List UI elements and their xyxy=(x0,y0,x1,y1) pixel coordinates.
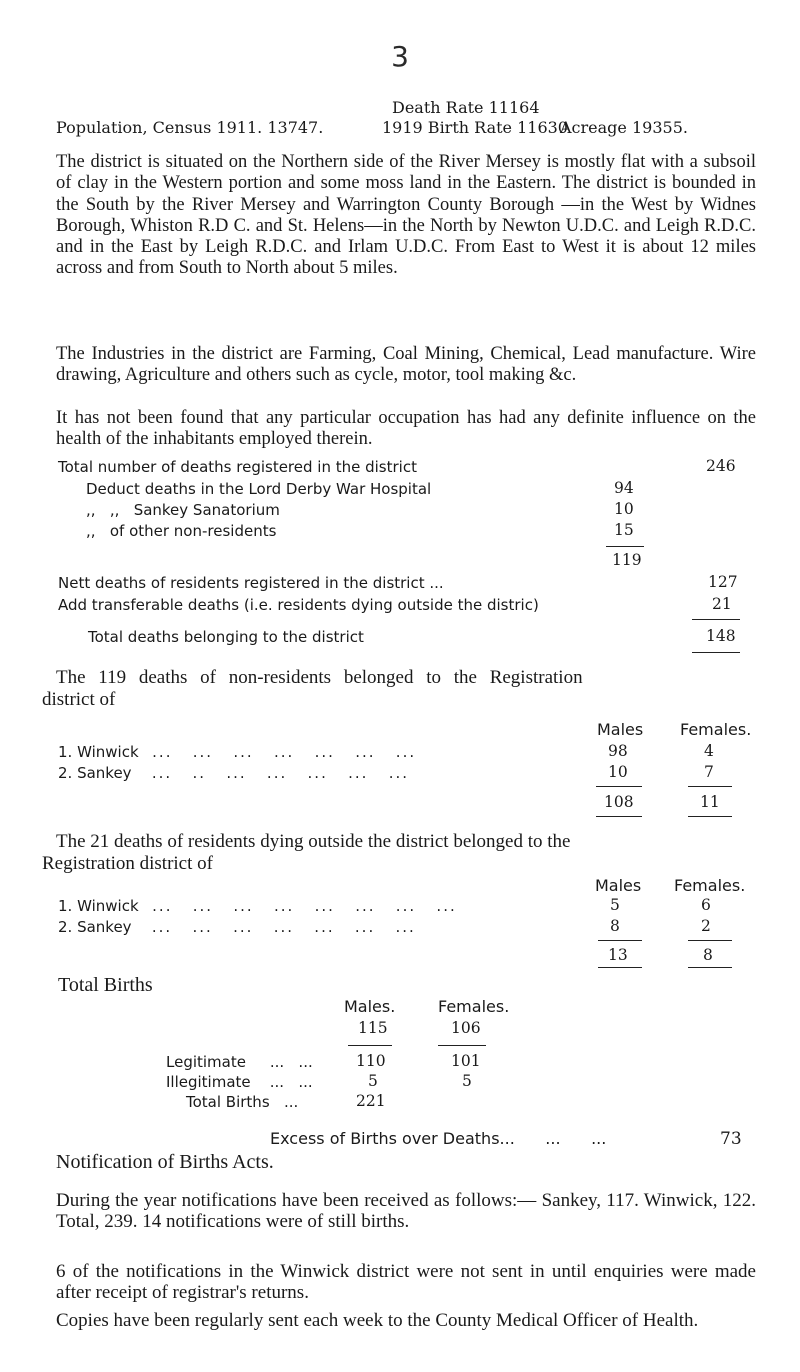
residents-outside-sankey-males: 8 xyxy=(610,917,620,935)
residents-outside-females-rule-2 xyxy=(688,967,732,968)
subtotal-value: 119 xyxy=(612,551,642,569)
non-residents-total-males: 108 xyxy=(604,793,634,811)
non-residents-total-females: 11 xyxy=(700,793,720,811)
non-residents-col-males: Males xyxy=(597,720,644,739)
illegitimate-males: 5 xyxy=(368,1072,378,1090)
page-number: 3 xyxy=(391,40,409,73)
residents-outside-total-males: 13 xyxy=(608,946,628,964)
residents-outside-males-rule-2 xyxy=(598,967,642,968)
population-census: Population, Census 1911. 13747. xyxy=(56,118,324,137)
deaths-belonging-value: 148 xyxy=(706,627,736,645)
acreage: Acreage 19355. xyxy=(560,118,688,137)
other-non-residents-value: 15 xyxy=(614,521,634,539)
transferable-deaths-value: 21 xyxy=(712,595,732,613)
non-residents-sankey-females: 7 xyxy=(704,763,714,781)
notification-para-1: During the year notifications have been received as follows:— Sankey, 117. Winwick, 122. Total, 239. 14 notifications were of still births. xyxy=(56,1190,756,1233)
notification-heading: Notification of Births Acts. xyxy=(56,1151,274,1173)
births-col-males: Males. xyxy=(344,997,396,1016)
belonging-bottom-rule xyxy=(692,652,740,653)
total-births-label: Total Births ... xyxy=(186,1093,299,1111)
paragraph-industries: The Industries in the district are Farming, Coal Mining, Chemical, Lead manufacture. Wire drawing, Agriculture and others such as cycle, motor, tool making &c. xyxy=(56,344,756,386)
excess-births-label: Excess of Births over Deaths... ... ... xyxy=(270,1129,607,1148)
deaths-total-label: Total number of deaths registered in the district xyxy=(58,458,417,476)
non-residents-winwick-females: 4 xyxy=(704,742,714,760)
residents-outside-intro-2: Registration district of xyxy=(42,853,213,874)
residents-outside-row-winwick: 1. Winwick ... ... ... ... ... ... ... ... xyxy=(58,897,457,915)
subtotal-rule xyxy=(606,546,644,547)
residents-outside-total-females: 8 xyxy=(703,946,713,964)
residents-outside-sankey-females: 2 xyxy=(701,917,711,935)
deaths-belonging-label: Total deaths belonging to the district xyxy=(88,628,364,646)
residents-outside-males-rule xyxy=(598,940,642,941)
residents-outside-winwick-females: 6 xyxy=(701,896,711,914)
births-males: 115 xyxy=(358,1019,388,1037)
nett-deaths-value: 127 xyxy=(708,573,738,591)
other-non-residents-label: ,, of other non-residents xyxy=(86,522,277,540)
non-residents-col-females: Females. xyxy=(680,720,752,739)
births-females: 106 xyxy=(451,1019,481,1037)
deduct-value: 94 xyxy=(614,479,634,497)
birth-rate: 1919 Birth Rate 11630 xyxy=(382,118,568,137)
non-residents-intro-2: district of xyxy=(42,689,116,710)
paragraph-district: The district is situated on the Northern side of the River Mersey is mostly flat with a subsoil of clay in the Western portion and some moss land in the Eastern. The district is bounded in the South by the River Mersey and Warrington County Borough —in the West by Widnes Borough, Whiston R.D C. and St. Helens—in the North by Newton U.D.C. and Leigh R.D.C. and in the East by Leigh R.D.C. and Irlam U.D.C. From East to West it is about 12 miles across and from South to North about 5 miles. xyxy=(56,152,756,279)
sankey-sanatorium-label: ,, ,, Sankey Sanatorium xyxy=(86,501,280,519)
notification-para-3: Copies have been regularly sent each week to the County Medical Officer of Health. xyxy=(56,1310,699,1331)
non-residents-males-rule-2 xyxy=(596,816,642,817)
deduct-label: Deduct deaths in the Lord Derby War Hospital xyxy=(86,480,432,498)
residents-outside-intro: The 21 deaths of residents dying outside the district belonged to the xyxy=(56,831,571,852)
illegitimate-label: Illegitimate ... ... xyxy=(166,1073,313,1091)
births-females-rule xyxy=(438,1045,486,1046)
legitimate-males: 110 xyxy=(356,1052,386,1070)
legitimate-females: 101 xyxy=(451,1052,481,1070)
death-rate: Death Rate 11164 xyxy=(392,98,540,117)
illegitimate-females: 5 xyxy=(462,1072,472,1090)
non-residents-females-rule xyxy=(688,786,732,787)
residents-outside-row-sankey: 2. Sankey ... ... ... ... ... ... ... xyxy=(58,918,416,936)
legitimate-label: Legitimate ... ... xyxy=(166,1053,313,1071)
nett-deaths-label: Nett deaths of residents registered in the district ... xyxy=(58,574,444,592)
belonging-rule xyxy=(692,619,740,620)
other-non-residents-text: of other non-residents xyxy=(109,522,277,540)
transferable-deaths-label: Add transferable deaths (i.e. residents dying outside the distric) xyxy=(58,596,539,614)
non-residents-row-winwick: 1. Winwick ... ... ... ... ... ... ... xyxy=(58,743,417,761)
paragraph-occupation: It has not been found that any particular occupation has had any definite influence on the health of the inhabitants employed therein. xyxy=(56,408,756,450)
non-residents-intro: The 119 deaths of non-residents belonged to the Registration xyxy=(56,667,583,688)
residents-outside-col-males: Males xyxy=(595,876,642,895)
non-residents-row-sankey: 2. Sankey ... .. ... ... ... ... ... xyxy=(58,764,410,782)
residents-outside-females-rule xyxy=(688,940,732,941)
residents-outside-col-females: Females. xyxy=(674,876,746,895)
non-residents-females-rule-2 xyxy=(688,816,732,817)
total-births-value: 221 xyxy=(356,1092,386,1110)
non-residents-males-rule xyxy=(596,786,642,787)
residents-outside-winwick-males: 5 xyxy=(610,896,620,914)
births-col-females: Females. xyxy=(438,997,510,1016)
total-births-heading: Total Births xyxy=(58,974,153,996)
deaths-total-value: 246 xyxy=(706,457,736,475)
births-males-rule xyxy=(348,1045,392,1046)
non-residents-sankey-males: 10 xyxy=(608,763,628,781)
notification-para-2: 6 of the notifications in the Winwick district were not sent in until enquiries were made after receipt of registrar's returns. xyxy=(56,1261,756,1304)
sankey-sanatorium-text: Sankey Sanatorium xyxy=(133,501,280,519)
sankey-sanatorium-value: 10 xyxy=(614,500,634,518)
excess-births-value: 73 xyxy=(720,1129,742,1149)
non-residents-winwick-males: 98 xyxy=(608,742,628,760)
